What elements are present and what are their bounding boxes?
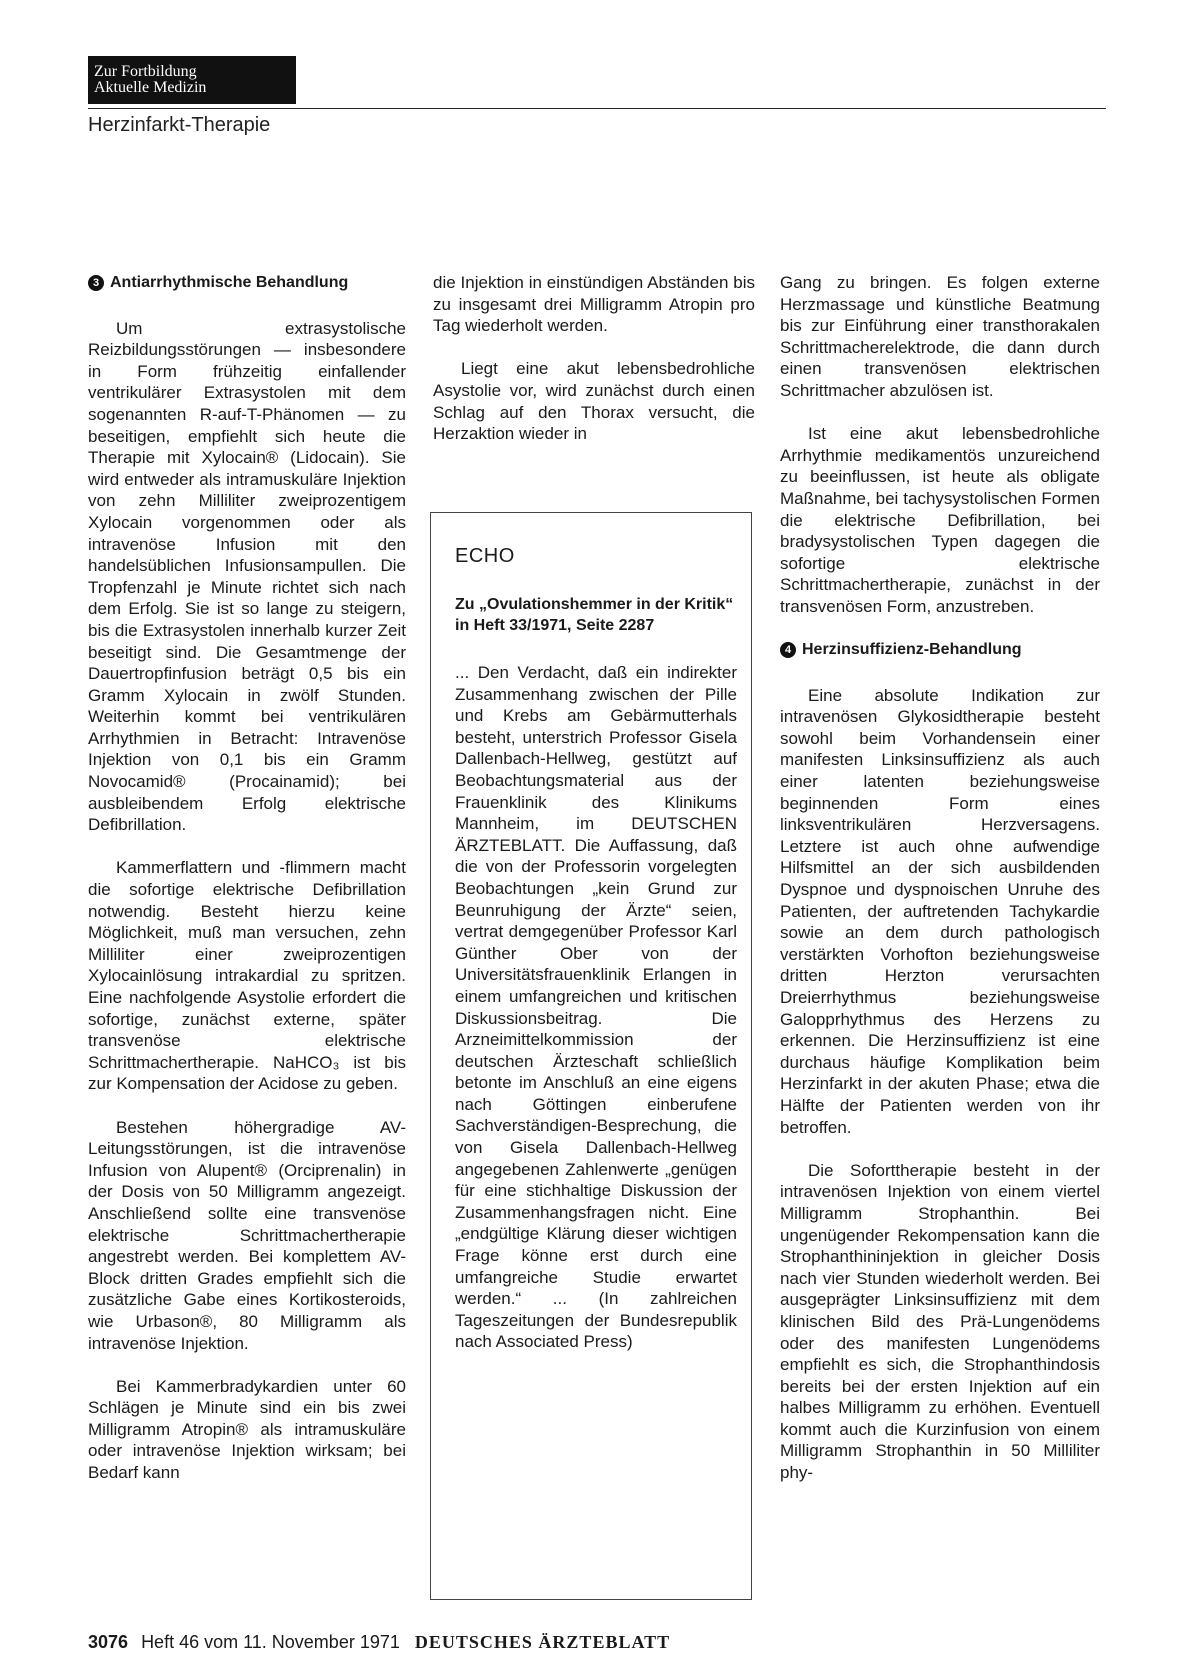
echo-title: ECHO [455,545,515,567]
paragraph: Um extrasystolische Reizbildungsstörungen — insbesondere in Form frühzeitig einfallender ventrikulärer Extrasystolen mit dem sogenannten R-auf-T-Phänomen — zu beseitigen, empfiehlt sich heute die Therapie mit Xylocain® (Lidocain). Sie wird entweder als intramuskuläre Injektion von zehn Milliliter zweiprozentigem Xylocain vorgenommen oder als intravenöse Infusion mit den handelsüblichen Infusionsampullen. Die Tropfenzahl je Minute richtet sich nach dem Erfolg. Sie ist so lange zu steigern, bis die Extrasystolen innerhalb kurzer Zeit beseitigt sind. Die Gesamtmenge der Dauertropfinfusion beträgt 0,5 bis ein Gramm Xylocain in zwölf Stunden. Weiterhin kommt bei ventrikulären Arrhythmien in Betracht: Intravenöse Injektion von 0,1 bis ein Gramm Novocamid® (Procainamid); bei ausbleibendem Erfolg elektrische Defibrillation. [88,318,406,835]
column-1 [88,272,406,1505]
journal-name: DEUTSCHES ÄRZTEBLATT [414,1632,671,1652]
series-label-line2: Aktuelle Medizin [94,79,207,96]
page-number: 3076 [88,1632,129,1652]
section-heading-3 [88,272,406,294]
series-label-line1: Zur Fortbildung [94,63,197,80]
paragraph: Bei Kammerbradykardien unter 60 Schlägen je Minute sind ein bis zwei Milligramm Atropin® als intramuskuläre oder intravenöse Injektion wirksam; bei Bedarf kann [88,1376,406,1483]
echo-box [430,512,752,1600]
page-footer [88,1632,670,1653]
section-title: Herzinfarkt-Therapie [88,114,271,136]
paragraph: Die Soforttherapie besteht in der intravenösen Injektion von einem viertel Milligramm Strophanthin. Bei ungenügender Rekompensation kann die Strophanthininjektion in gleicher Dosis nach vier Stunden wiederholt werden. Bei ausgeprägter Linksinsuffizienz mit dem klinischen Bild des Prä-Lungenödems oder des manifesten Lungenödems empfiehlt es sich, die Strophanthindosis bereits bei der ersten Injektion auf ein halbes Milligramm zu erhöhen. Eventuell kommt auch die Kurzinfusion von einem Milligramm Strophanthin in 50 Milliliter phy- [780,1160,1100,1483]
section-heading-4 [780,639,1100,661]
paragraph: Eine absolute Indikation zur intravenösen Glykosidtherapie besteht sowohl beim Vorhandensein einer manifesten Linksinsuffizienz als auch einer latenten beziehungsweise beginnenden Form eines linksventrikulären Herzversagens. Letztere ist auch ohne aufwendige Hilfsmittel an der sich ausbildenden Dyspnoe und dyspnoischen Unruhe des Patienten, der auftretenden Tachykardie sowie an dem durch pathologisch verstärkten Vorhofton beziehungsweise dritten Herzton verursachten Dreierrhythmus beziehungsweise Galopprhythmus des Herzens zu erkennen. Die Herzinsuffizienz ist eine durchaus häufige Komplikation beim Herzinfarkt in der akuten Phase; etwa die Hälfte der Patienten werden von ihr betroffen. [780,685,1100,1137]
paragraph: Gang zu bringen. Es folgen externe Herzmassage und künstliche Beatmung bis zur Einführung einer transthorakalen Schrittmacherelektrode, die dann durch einen transvenösen elektrischen Schrittmacher abzulösen ist. [780,273,1100,400]
section-heading-text: Antiarrhythmische Behandlung [110,274,349,291]
column-3 [780,272,1100,1505]
echo-subtitle: Zu „Ovulationshemmer in der Kritik“ in Heft 33/1971, Seite 2287 [455,596,734,634]
series-label-box [88,56,296,104]
column-2 [433,272,755,466]
paragraph: Bestehen höhergradige AV-Leitungsstörungen, ist die intravenöse Infusion von Alupent® (Orciprenalin) in der Dosis von 50 Milligramm angezeigt. Anschließend sollte eine transvenöse elektrische Schrittmachertherapie angestrebt werden. Bei komplettem AV-Block dritten Grades empfiehlt sich die zusätzliche Gabe eines Kortikosteroids, wie Urbason®, 80 Milligramm als intravenöse Injektion. [88,1117,406,1353]
paragraph: Kammerflattern und -flimmern macht die sofortige elektrische Defibrillation notwendig. Besteht hierzu keine Möglichkeit, muß man versuchen, zehn Milliliter einer zweiprozentigen Xylocainlösung intrakardial zu spritzen. Eine nachfolgende Asystolie erfordert die sofortige, zunächst externe, später transvenöse elektrische Schrittmachertherapie. NaHCO₃ ist bis zur Kompensation der Acidose zu geben. [88,858,406,1094]
paragraph: Liegt eine akut lebensbedrohliche Asystolie vor, wird zunächst durch einen Schlag auf den Thorax versucht, die Herzaktion wieder in [433,359,755,444]
section-number-icon: 4 [780,642,796,658]
section-heading-text: Herzinsuffizienz-Behandlung [802,641,1022,659]
paragraph: die Injektion in einstündigen Abständen bis zu insgesamt drei Milligramm Atropin pro Tag wiederholt werden. [433,273,755,336]
issue-info: Heft 46 vom 11. November 1971 [141,1632,400,1652]
section-number-icon: 3 [88,275,104,291]
header-rule [88,108,1106,109]
paragraph: Ist eine akut lebensbedrohliche Arrhythmie medikamentös unzureichend zu beeinflussen, ist heute als obligate Maßnahme, bei tachysystolischen Formen die elektrische Defibrillation, bei bradysystolischen Typen dagegen die sofortige elektrische Schrittmachertherapie, zunächst in der transvenösen Form, anzustreben. [780,424,1100,616]
echo-text: ... Den Verdacht, daß ein indirekter Zusammenhang zwischen der Pille und Krebs am Gebärmutterhals besteht, unterstrich Professor Gisela Dallenbach-Hellweg, gestützt auf Beobachtungsmaterial aus der Frauenklinik des Klinikums Mannheim, im DEUTSCHEN ÄRZTEBLATT. Die Auffassung, daß die von der Professorin vorgelegten Beobachtungen „kein Grund zur Beunruhigung der Ärzte“ seien, vertrat demgegenüber Professor Karl Günther Ober von der Universitätsfrauenklinik Erlangen in einem umfangreichen und kritischen Diskussionsbeitrag. Die Arzneimittelkommission der deutschen Ärzteschaft schließlich betonte im Anschluß an eine eigens nach Göttingen einberufene Sachverständigen-Besprechung, die von Gisela Dallenbach-Hellweg angegebenen Zahlenwerte „genügen für eine stichhaltige Diskussion der Zusammenhangsfragen nicht. Eine „endgültige Klärung dieser wichtigen Frage könne erst durch eine umfangreiche Studie erwartet werden.“ ... (In zahlreichen Tageszeitungen der Bundesrepublik nach Associated Press) [455,663,737,1352]
